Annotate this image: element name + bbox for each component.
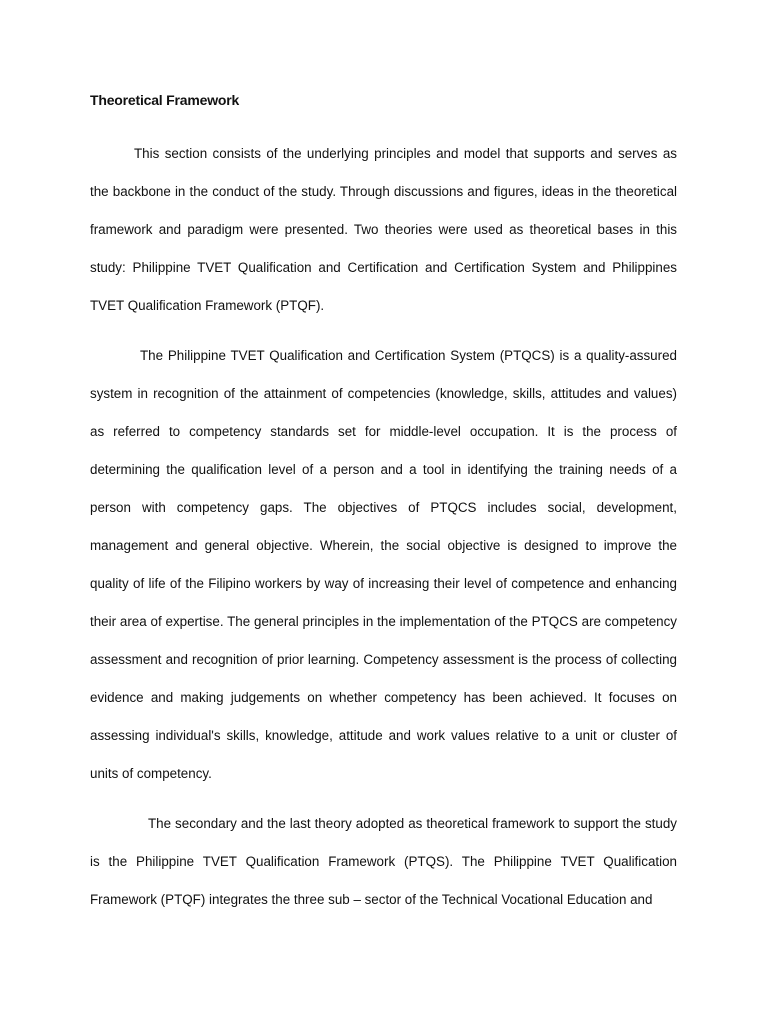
paragraph-ptqf: The secondary and the last theory adopted as theoretical framework to support the study is the Philippine TVET Qualification Framework (PTQS). The Philippine TVET Qualification Framework (PTQF) integrates the three sub – sector of the Technical Vocational Education and: [90, 816, 677, 907]
paragraph-intro: This section consists of the underlying principles and model that supports and serves as the backbone in the conduct of the study. Through discussions and figures, ideas in the theoretical framework and paradigm were presented. Two theories were used as theoretical bases in this study: Philippine TVET Qualification and Certification and Certification System and Philippines TVET Qualification Framework (PTQF).: [90, 146, 677, 313]
section-heading: Theoretical Framework: [90, 92, 240, 108]
paragraph-ptqcs: The Philippine TVET Qualification and Certification System (PTQCS) is a quality-assured system in recognition of the attainment of competencies (knowledge, skills, attitudes and values) as referred to competency standards set for middle-level occupation. It is the process of determining the qualification level of a person and a tool in identifying the training needs of a person with competency gaps. The objectives of PTQCS includes social, development, management and general objective. Wherein, the social objective is designed to improve the quality of life of the Filipino workers by way of increasing their level of competence and enhancing their area of expertise. The general principles in the implementation of the PTQCS are competency assessment and recognition of prior learning. Competency assessment is the process of collecting evidence and making judgements on whether competency has been achieved. It focuses on assessing individual's skills, knowledge, attitude and work values relative to a unit or cluster of units of competency.: [90, 348, 677, 781]
